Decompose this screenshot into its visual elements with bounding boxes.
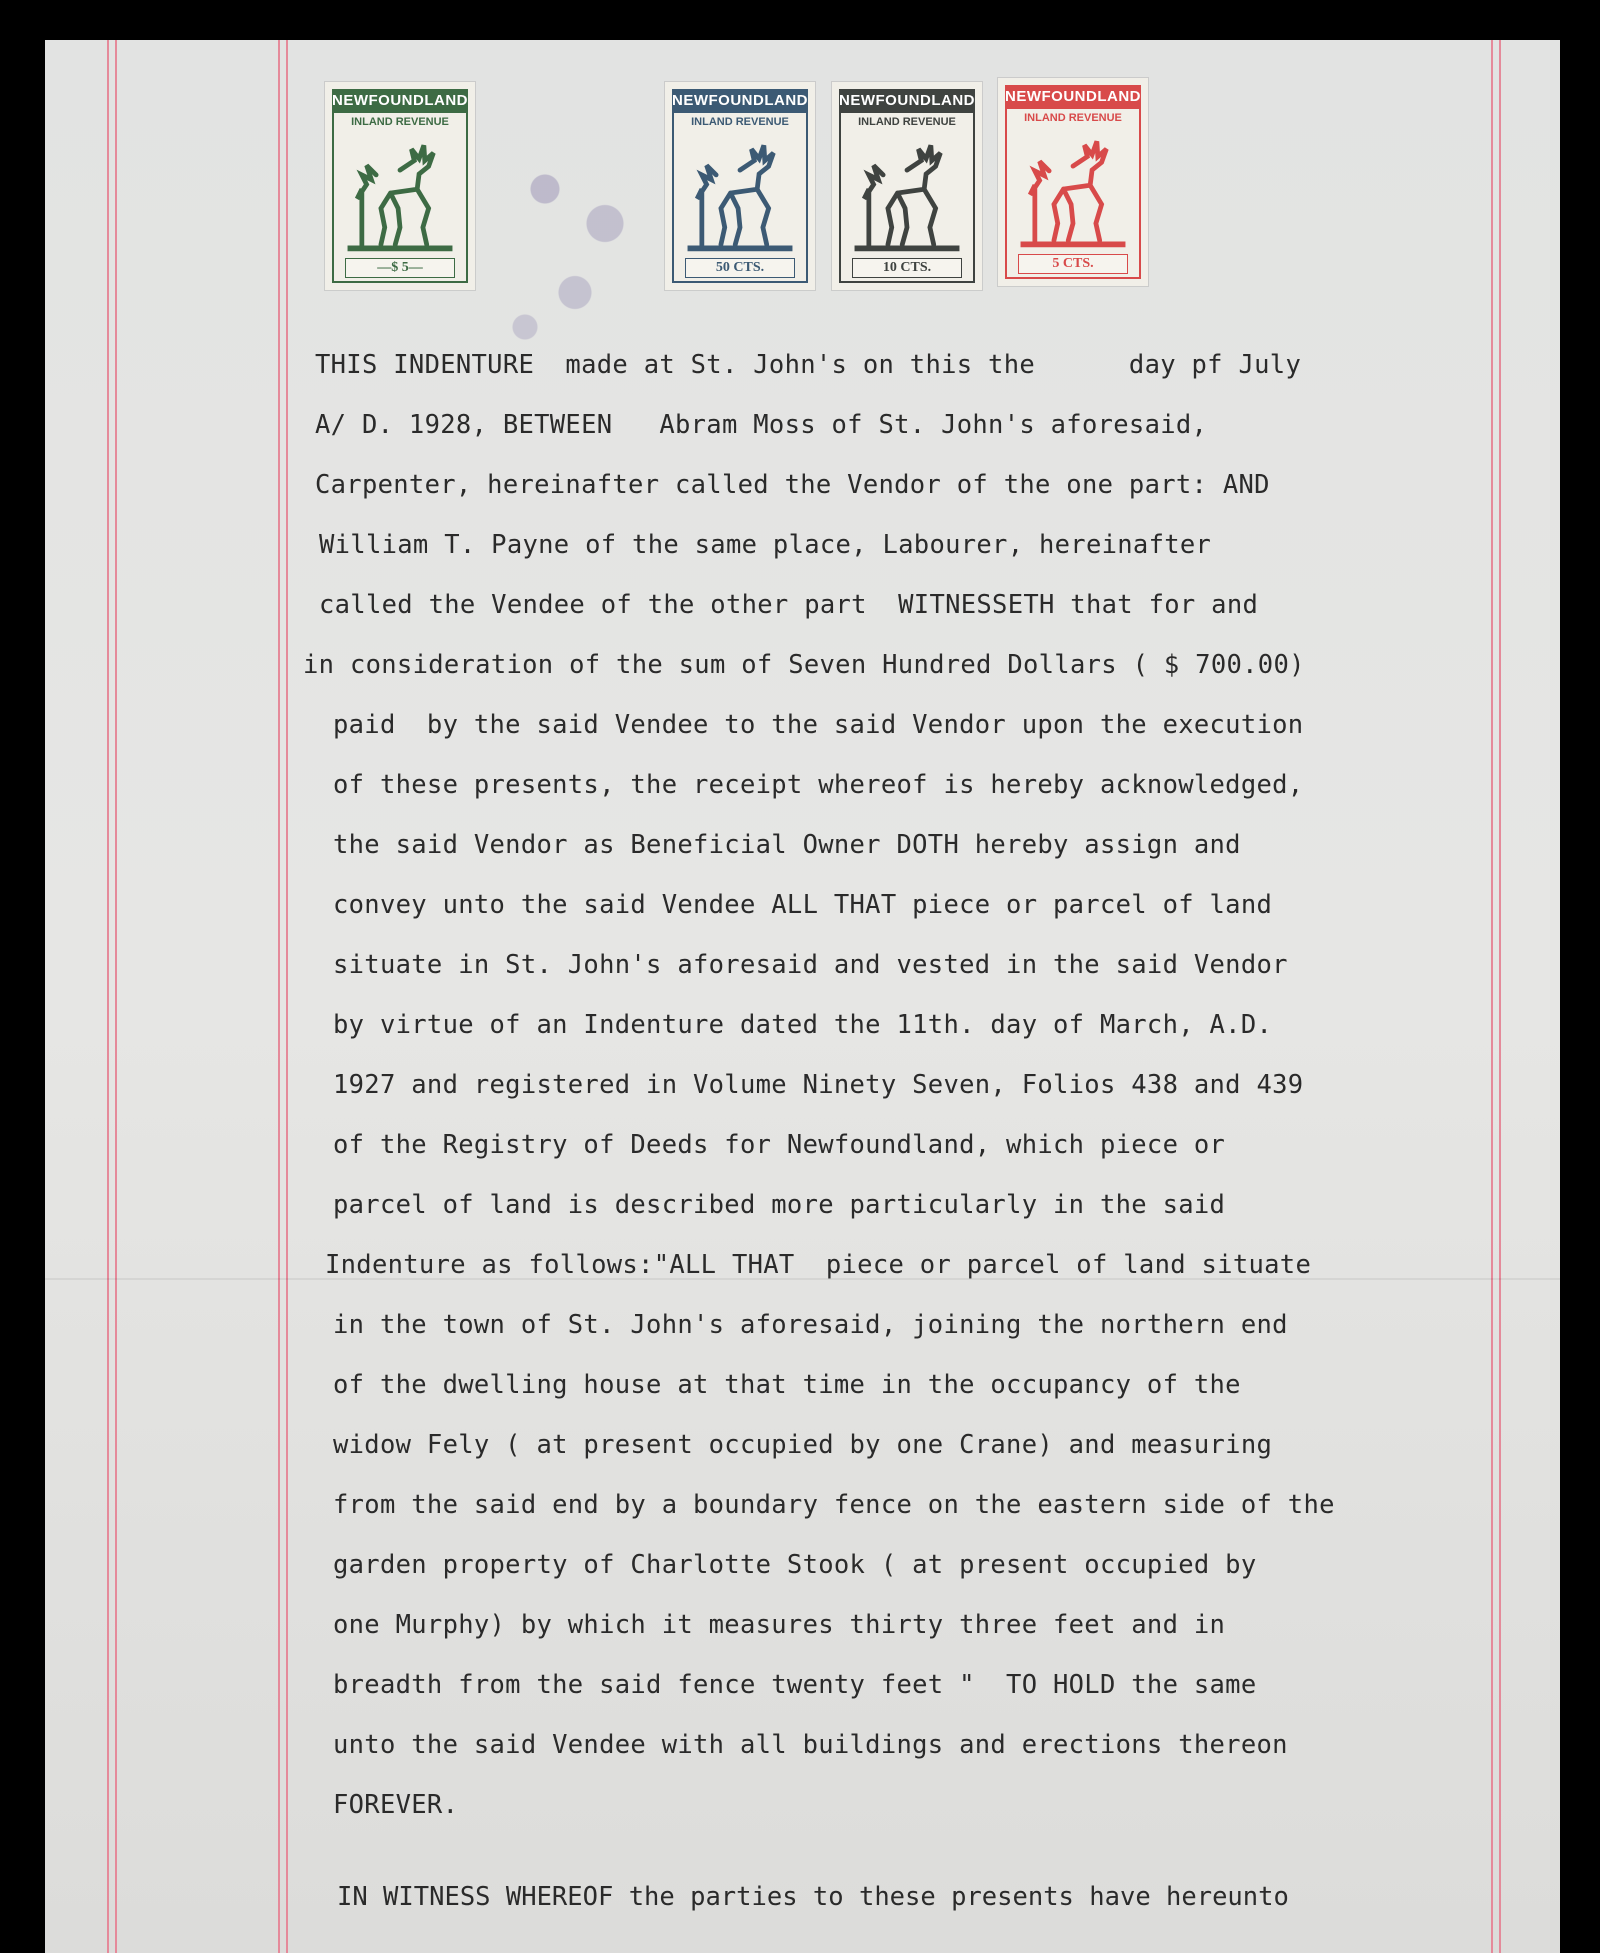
text-line: of these presents, the receipt whereof is hereby acknowledged,: [333, 770, 1304, 800]
text-line: one Murphy) by which it measures thirty three feet and in: [333, 1610, 1226, 1640]
indenture-body: [285, 335, 1545, 1835]
text-line: from the said end by a boundary fence on the eastern side of the: [333, 1490, 1335, 1520]
stamp-country: NEWFOUNDLAND: [839, 89, 975, 113]
margin-rule-left-inner: [115, 40, 117, 1953]
text-line: in consideration of the sum of Seven Hundred Dollars ( $ 700.00): [303, 650, 1305, 680]
text-line: Carpenter, hereinafter called the Vendor of the one part: AND: [315, 470, 1270, 500]
text-line: in the town of St. John's aforesaid, joining the northern end: [333, 1310, 1288, 1340]
stamp-value: 50 CTS.: [685, 258, 795, 278]
text-line: called the Vendee of the other part WITNESSETH that for and: [319, 590, 1259, 620]
text-line: situate in St. John's aforesaid and vested in the said Vendor: [333, 950, 1288, 980]
caribou-icon: [677, 132, 803, 256]
stamp-subtitle: INLAND REVENUE: [691, 116, 789, 128]
text-line: breadth from the said fence twenty feet " TO HOLD the same: [333, 1670, 1257, 1700]
stamp-subtitle: INLAND REVENUE: [351, 116, 449, 128]
text-line: of the Registry of Deeds for Newfoundland, which piece or: [333, 1130, 1226, 1160]
margin-rule-left-outer: [107, 40, 109, 1953]
text-line: A/ D. 1928, BETWEEN Abram Moss of St. John's aforesaid,: [315, 410, 1208, 440]
revenue-stamp-10-cents: [832, 82, 982, 290]
text-line: THIS INDENTURE made at St. John's on this the day pf July: [315, 350, 1302, 380]
revenue-stamp-5-dollars: [325, 82, 475, 290]
stamp-subtitle: INLAND REVENUE: [858, 116, 956, 128]
text-line: of the dwelling house at that time in the occupancy of the: [333, 1370, 1241, 1400]
stamp-country: NEWFOUNDLAND: [1005, 85, 1141, 109]
caribou-icon: [844, 132, 970, 256]
text-line: FOREVER.: [333, 1790, 459, 1820]
revenue-stamp-50-cents: [665, 82, 815, 290]
stamp-value: 10 CTS.: [852, 258, 962, 278]
witness-clause: IN WITNESS WHEREOF the parties to these presents have hereunto: [337, 1882, 1289, 1912]
text-line: convey unto the said Vendee ALL THAT piece or parcel of land: [333, 890, 1273, 920]
caribou-icon: [1010, 128, 1136, 252]
revenue-stamp-5-cents: [998, 78, 1148, 286]
text-line: garden property of Charlotte Stook ( at present occupied by: [333, 1550, 1257, 1580]
caribou-icon: [337, 132, 463, 256]
text-line: 1927 and registered in Volume Ninety Seven, Folios 438 and 439: [333, 1070, 1304, 1100]
stamp-subtitle: INLAND REVENUE: [1024, 112, 1122, 124]
cancellation-mark: [485, 120, 685, 350]
stamp-value: —$ 5—: [345, 258, 455, 278]
stamp-value: 5 CTS.: [1018, 254, 1128, 274]
text-line: paid by the said Vendee to the said Vendor upon the execution: [333, 710, 1304, 740]
stamp-country: NEWFOUNDLAND: [332, 89, 468, 113]
text-line: the said Vendor as Beneficial Owner DOTH hereby assign and: [333, 830, 1241, 860]
text-line: William T. Payne of the same place, Labourer, hereinafter: [319, 530, 1212, 560]
stamp-country: NEWFOUNDLAND: [672, 89, 808, 113]
margin-rule-text-outer: [278, 40, 280, 1953]
text-line: unto the said Vendee with all buildings and erections thereon: [333, 1730, 1288, 1760]
text-line: by virtue of an Indenture dated the 11th. day of March, A.D.: [333, 1010, 1273, 1040]
text-line: parcel of land is described more particularly in the said: [333, 1190, 1226, 1220]
document-page: [45, 40, 1560, 1953]
text-line: widow Fely ( at present occupied by one Crane) and measuring: [333, 1430, 1273, 1460]
text-line: Indenture as follows:"ALL THAT piece or parcel of land situate: [325, 1250, 1312, 1280]
